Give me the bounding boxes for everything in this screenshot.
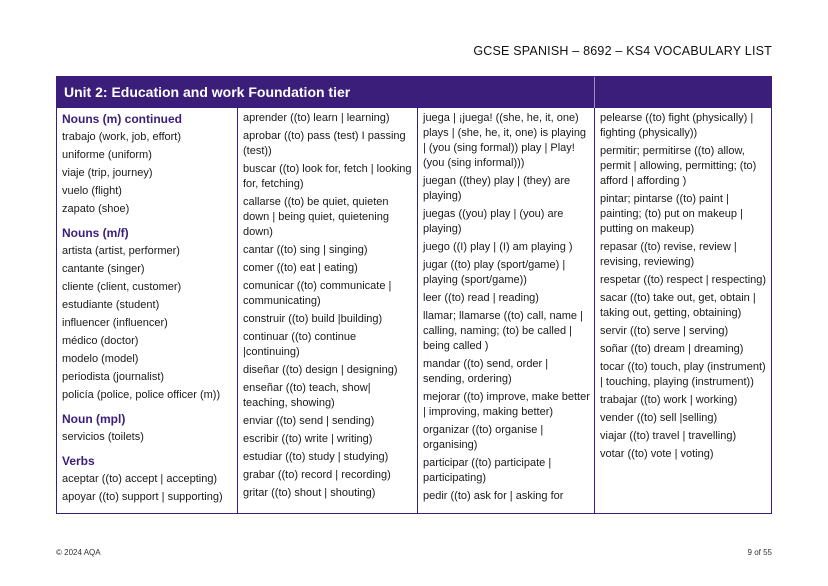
vocab-entry: mandar ((to) send, order | sending, ordering) bbox=[423, 358, 549, 385]
document-title: GCSE SPANISH – 8692 – KS4 VOCABULARY LIST bbox=[473, 44, 772, 58]
unit-header bbox=[57, 77, 771, 108]
vocab-entry: permitir; permitirse ((to) allow, permit | allowing, permitting; (to) afford | affording ) bbox=[600, 145, 757, 187]
vocab-entry: pintar; pintarse ((to) paint | painting; (to) put on makeup | putting on makeup) bbox=[600, 193, 743, 235]
section-heading: Nouns (m/f) bbox=[62, 226, 129, 240]
vocab-entry: buscar ((to) look for, fetch | looking for, fetching) bbox=[243, 163, 412, 190]
vocab-column-1 bbox=[57, 108, 237, 513]
vocab-entry: vender ((to) sell |selling) bbox=[600, 412, 718, 424]
unit-title: Unit 2: Education and work Foundation tier bbox=[64, 84, 351, 100]
vocab-entry: aceptar ((to) accept | accepting) bbox=[62, 473, 218, 485]
vocab-entry: viajar ((to) travel | travelling) bbox=[600, 430, 737, 442]
footer-copyright: © 2024 AQA bbox=[56, 548, 101, 557]
vocab-entry: soñar ((to) dream | dreaming) bbox=[600, 343, 744, 355]
vocab-entry: enviar ((to) send | sending) bbox=[243, 415, 375, 427]
vocab-entry: callarse ((to) be quiet, quieten down | being quiet, quietening down) bbox=[243, 196, 389, 238]
vocab-entry: periodista (journalist) bbox=[62, 371, 165, 383]
vocab-column-4 bbox=[594, 108, 771, 513]
vocab-entry: aprender ((to) learn | learning) bbox=[243, 112, 390, 124]
vocab-entry: modelo (model) bbox=[62, 353, 139, 365]
vocab-entry: enseñar ((to) teach, show| teaching, showing) bbox=[243, 382, 371, 409]
vocab-entry: servir ((to) serve | serving) bbox=[600, 325, 729, 337]
vocab-columns bbox=[57, 108, 771, 513]
vocab-entry: leer ((to) read | reading) bbox=[423, 292, 539, 304]
vocab-entry: pedir ((to) ask for | asking for bbox=[423, 490, 564, 502]
vocab-entry: tocar ((to) touch, play (instrument) | touching, playing (instrument)) bbox=[600, 361, 766, 388]
vocab-entry: policía (police, police officer (m)) bbox=[62, 389, 221, 401]
vocab-entry: jugar ((to) play (sport/game) | playing (sport/game)) bbox=[423, 259, 566, 286]
section-heading: Verbs bbox=[62, 454, 95, 468]
footer-page-number: 9 of 55 bbox=[747, 548, 772, 557]
vocab-entry: repasar ((to) revise, review | revising, reviewing) bbox=[600, 241, 737, 268]
vocab-entry: zapato (shoe) bbox=[62, 203, 130, 215]
vocab-entry: diseñar ((to) design | designing) bbox=[243, 364, 398, 376]
vocab-entry: cliente (client, customer) bbox=[62, 281, 182, 293]
vocab-entry: juega | ¡juega! ((she, he, it, one) plays | (she, he, it, one) is playing | (you (sing formal)) play | Play! (you (sing informal))) bbox=[423, 112, 587, 169]
vocab-entry: uniforme (uniform) bbox=[62, 149, 152, 161]
vocab-entry: sacar ((to) take out, get, obtain | taking out, getting, obtaining) bbox=[600, 292, 756, 319]
header-divider bbox=[594, 77, 595, 108]
vocabulary-table bbox=[56, 76, 772, 514]
vocab-entry: trabajo (work, job, effort) bbox=[62, 131, 182, 143]
vocab-entry: viaje (trip, journey) bbox=[62, 167, 153, 179]
section-heading: Noun (mpl) bbox=[62, 412, 126, 426]
vocab-entry: apoyar ((to) support | supporting) bbox=[62, 491, 223, 503]
vocab-entry: servicios (toilets) bbox=[62, 431, 144, 443]
vocab-entry: trabajar ((to) work | working) bbox=[600, 394, 738, 406]
vocab-entry: mejorar ((to) improve, make better | improving, making better) bbox=[423, 391, 590, 418]
vocab-entry: artista (artist, performer) bbox=[62, 245, 180, 257]
vocab-entry: estudiar ((to) study | studying) bbox=[243, 451, 389, 463]
vocab-entry: comer ((to) eat | eating) bbox=[243, 262, 358, 274]
vocab-entry: organizar ((to) organise | organising) bbox=[423, 424, 544, 451]
vocab-entry: comunicar ((to) communicate | communicating) bbox=[243, 280, 392, 307]
vocab-entry: construir ((to) build |building) bbox=[243, 313, 383, 325]
vocab-entry: llamar; llamarse ((to) call, name | calling, naming; (to) be called | being called ) bbox=[423, 310, 583, 352]
vocab-entry: estudiante (student) bbox=[62, 299, 160, 311]
vocab-entry: juegas ((you) play | (you) are playing) bbox=[423, 208, 564, 235]
vocab-entry: vuelo (flight) bbox=[62, 185, 122, 197]
vocab-entry: cantante (singer) bbox=[62, 263, 145, 275]
vocab-entry: médico (doctor) bbox=[62, 335, 139, 347]
vocab-entry: influencer (influencer) bbox=[62, 317, 168, 329]
vocab-entry: escribir ((to) write | writing) bbox=[243, 433, 373, 445]
section-heading: Nouns (m) continued bbox=[62, 112, 182, 126]
vocab-column-3 bbox=[417, 108, 594, 513]
vocab-entry: pelearse ((to) fight (physically) | fighting (physically)) bbox=[600, 112, 754, 139]
vocab-entry: participar ((to) participate | participating) bbox=[423, 457, 552, 484]
vocab-column-2 bbox=[237, 108, 417, 513]
vocab-entry: respetar ((to) respect | respecting) bbox=[600, 274, 767, 286]
vocab-entry: gritar ((to) shout | shouting) bbox=[243, 487, 376, 499]
vocab-entry: aprobar ((to) pass (test) I passing (test)) bbox=[243, 130, 406, 157]
vocab-entry: votar ((to) vote | voting) bbox=[600, 448, 714, 460]
vocab-entry: grabar ((to) record | recording) bbox=[243, 469, 391, 481]
vocab-entry: juegan ((they) play | (they) are playing) bbox=[423, 175, 571, 202]
vocab-entry: juego ((I) play | (I) am playing ) bbox=[423, 241, 573, 253]
vocab-entry: continuar ((to) continue |continuing) bbox=[243, 331, 357, 358]
vocab-entry: cantar ((to) sing | singing) bbox=[243, 244, 368, 256]
